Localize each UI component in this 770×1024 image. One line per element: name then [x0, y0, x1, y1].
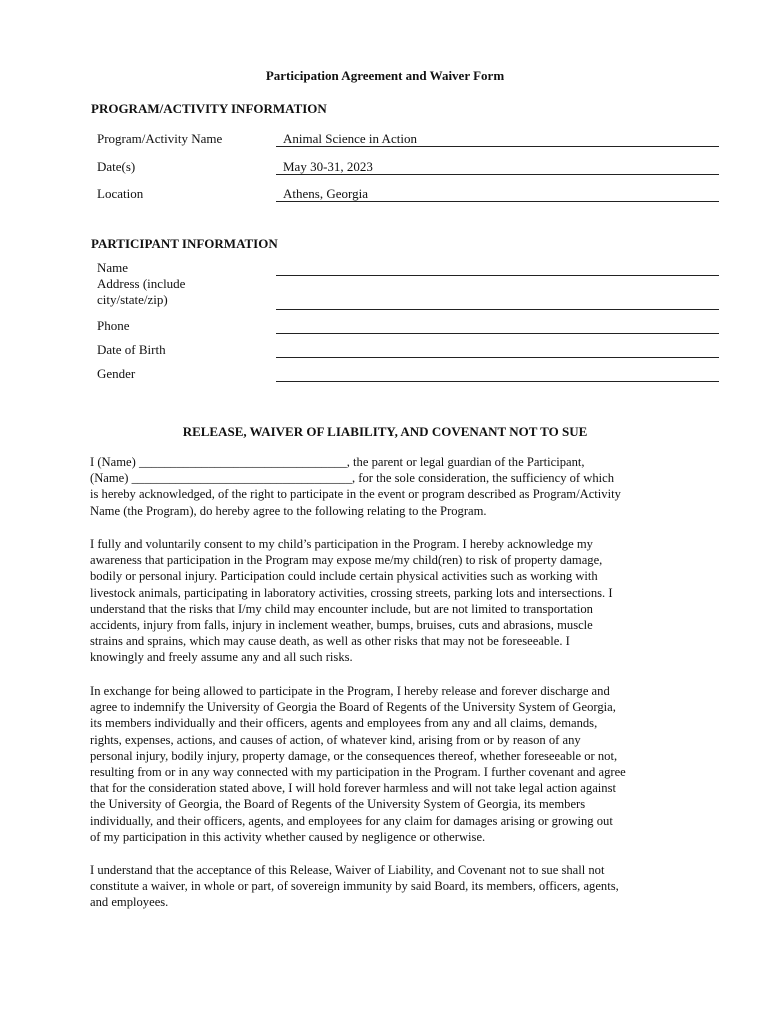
paragraph-line: I understand that the acceptance of this Release, Waiver of Liability, and Covenant not to sue shall not	[90, 863, 605, 877]
paragraph-line: In exchange for being allowed to participate in the Program, I hereby release and forever discharge and	[90, 684, 610, 698]
participant-dob-label: Date of Birth	[97, 342, 166, 357]
release-paragraph-1	[90, 454, 690, 519]
release-paragraph-2	[90, 536, 690, 666]
paragraph-line: individually, and their officers, agents, and employees for any claim for damages arising or growing out	[90, 813, 613, 828]
paragraph-line: personal injury, bodily injury, property damage, or the consequences thereof, whether foreseeable or not,	[90, 748, 618, 763]
paragraph-line: strains and sprains, which may cause death, as well as other risks that may not be foreseeable. I	[90, 634, 570, 649]
program-dates-label: Date(s)	[97, 159, 136, 174]
paragraph-line: I fully and voluntarily consent to my child’s participation in the Program. I hereby acknowledge my	[90, 537, 593, 551]
participant-gender-field[interactable]	[276, 381, 719, 382]
paragraph-line: its members individually and their officers, agents and employees from any and all claims, demands,	[90, 716, 598, 731]
release-heading: RELEASE, WAIVER OF LIABILITY, AND COVENANT NOT TO SUE	[182, 424, 588, 439]
program-name-value: Animal Science in Action	[283, 131, 417, 146]
program-location-value: Athens, Georgia	[283, 186, 368, 201]
participant-address-label-line-1: Address (include	[97, 276, 186, 291]
paragraph-line: resulting from or in any way connected with my participation in the Program. I further covenant and agree	[90, 765, 626, 780]
paragraph-line: awareness that participation in the Program may expose me/my child(ren) to risk of property damage,	[90, 553, 603, 568]
release-paragraph-3	[90, 683, 690, 845]
paragraph-line: I (Name) _________________________________, the parent or legal guardian of the Participant,	[90, 455, 585, 469]
paragraph-line: understand that the risks that I/my child may encounter include, but are not limited to transportation	[90, 601, 593, 616]
participant-gender-label: Gender	[97, 366, 136, 381]
participant-address-label	[97, 276, 185, 308]
participant-address-field[interactable]	[276, 309, 719, 310]
participant-name-label: Name	[97, 260, 129, 275]
document-title: Participation Agreement and Waiver Form	[265, 68, 505, 83]
release-paragraph-4	[90, 862, 690, 911]
paragraph-line: of my participation in this activity whether caused by negligence or otherwise.	[90, 829, 486, 844]
program-location-line	[276, 201, 719, 202]
participant-address-label-line-2: city/state/zip)	[97, 292, 168, 307]
paragraph-line: that for the consideration stated above, I will hold forever harmless and will not take legal action against	[90, 781, 616, 796]
program-dates-line	[276, 174, 719, 175]
paragraph-line: knowingly and freely assume any and all such risks.	[90, 650, 353, 665]
participant-section-heading: PARTICIPANT INFORMATION	[91, 236, 278, 251]
paragraph-line: (Name) ___________________________________, for the sole consideration, the sufficiency of which	[90, 471, 615, 486]
participant-phone-field[interactable]	[276, 333, 719, 334]
paragraph-line: Name (the Program), do hereby agree to the following relating to the Program.	[90, 503, 487, 518]
paragraph-line: constitute a waiver, in whole or part, of sovereign immunity by said Board, its members, officers, agents,	[90, 879, 619, 894]
program-section-heading: PROGRAM/ACTIVITY INFORMATION	[91, 101, 327, 116]
paragraph-line: and employees.	[90, 895, 169, 910]
paragraph-line: livestock animals, participating in laboratory activities, crossing streets, parking lots and intersections. I	[90, 585, 613, 600]
paragraph-line: is hereby acknowledged, of the right to participate in the event or program described as Program/Activity	[90, 487, 621, 502]
participant-name-field[interactable]	[276, 275, 719, 276]
paragraph-line: rights, expenses, actions, and causes of action, of whatever kind, arising from or by reason of any	[90, 732, 581, 747]
program-dates-value: May 30-31, 2023	[283, 159, 373, 174]
participant-phone-label: Phone	[97, 318, 130, 333]
paragraph-line: agree to indemnify the University of Georgia the Board of Regents of the University System of Georgia,	[90, 700, 616, 715]
paragraph-line: the University of Georgia, the Board of Regents of the University System of Georgia, its members	[90, 797, 586, 812]
program-location-label: Location	[97, 186, 144, 201]
paragraph-line: accidents, injury from falls, injury in inclement weather, bumps, bruises, cuts and abrasions, muscle	[90, 618, 593, 633]
paragraph-line: bodily or personal injury. Participation could include certain physical activities such as working with	[90, 569, 598, 584]
program-name-label: Program/Activity Name	[97, 131, 223, 146]
participant-dob-field[interactable]	[276, 357, 719, 358]
program-name-line	[276, 146, 719, 147]
